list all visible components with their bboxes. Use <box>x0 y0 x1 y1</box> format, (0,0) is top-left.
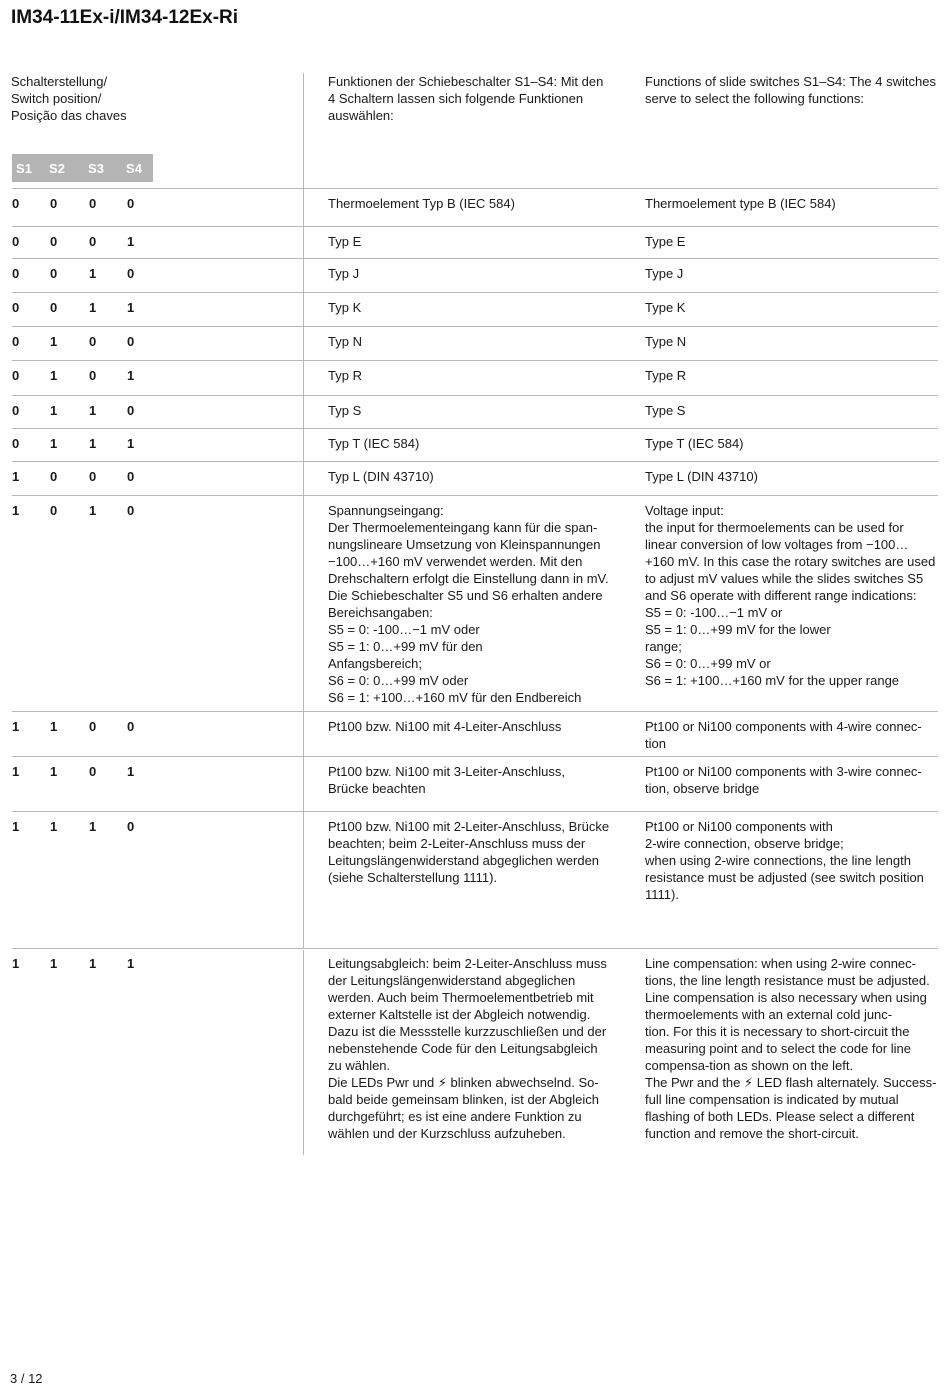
switch-value-s3: 1 <box>89 819 97 834</box>
switch-value-s3: 0 <box>89 368 97 383</box>
switch-value-s2: 1 <box>50 719 58 734</box>
switch-value-s4: 0 <box>127 334 135 349</box>
switch-value-s3: 1 <box>89 503 97 518</box>
function-description-en: Pt100 or Ni100 components with 4-wire connec- tion <box>645 719 922 751</box>
switch-value-s2: 0 <box>50 469 58 484</box>
function-description-en: Type T (IEC 584) <box>645 436 744 451</box>
function-description-en: Line compensation: when using 2-wire connec- tions, the line length resistance must be adjusted. Line compensation is also necessary when using thermoelements with an external cold junc- tion. For this it is necessary to short-circuit the measuring point and to select the code for line compensa-tion as shown on the left. The Pwr and the ⚡ LED flash alternately. Success- full line compensation is indicated by mutual flashing of both LEDs. Please select a different function and remove the short-circuit. <box>645 956 937 1141</box>
switch-value-s2: 1 <box>50 956 58 971</box>
function-description-de: Typ J <box>328 266 360 281</box>
switch-label-s3: S3 <box>88 161 104 176</box>
function-description-de: Typ N <box>328 334 362 349</box>
switch-value-s1: 0 <box>12 266 20 281</box>
switch-code <box>12 367 172 385</box>
switch-value-s2: 0 <box>50 503 58 518</box>
function-description-en: Type R <box>645 368 687 383</box>
function-description-de: Leitungsabgleich: beim 2-Leiter-Anschluss muss der Leitungslängenwiderstand abgeglichen werden. Auch beim Thermoelementbetrieb mit externer Kaltstelle ist der Abgleich notwendig. Dazu ist die Messstelle kurzzuschließen und der nebenstehende Code für den Leitungsabgleich zu wählen. Die LEDs Pwr und ⚡ blinken abwechselnd. So- bald beide gemeinsam blinken, ist der Abgleich durchgeführt; es ist eine andere Funktion zu wählen und der Kurzschluss aufzuheben. <box>328 956 607 1141</box>
switch-value-s4: 1 <box>127 300 135 315</box>
table-row <box>12 258 938 293</box>
switch-label-s4: S4 <box>126 161 142 176</box>
switch-value-s4: 0 <box>127 503 135 518</box>
switch-value-s1: 0 <box>12 368 20 383</box>
header-functions-en: Functions of slide switches S1–S4: The 4 switches serve to select the following functions: <box>645 74 936 106</box>
switch-code <box>12 265 172 283</box>
table-row <box>12 188 938 227</box>
switch-code <box>12 233 172 251</box>
switch-value-s1: 1 <box>12 764 20 779</box>
switch-value-s3: 0 <box>89 469 97 484</box>
switch-value-s4: 0 <box>127 403 135 418</box>
switch-value-s4: 0 <box>127 719 135 734</box>
function-description-de: Typ S <box>328 403 362 418</box>
switch-value-s1: 0 <box>12 300 20 315</box>
switch-value-s2: 1 <box>50 436 58 451</box>
function-description-de: Typ E <box>328 234 362 249</box>
function-description-de: Typ K <box>328 300 362 315</box>
switch-code <box>12 718 172 736</box>
switch-value-s1: 1 <box>12 503 20 518</box>
document-title: IM34-11Ex-i/IM34-12Ex-Ri <box>11 7 239 28</box>
switch-value-s2: 0 <box>50 234 58 249</box>
switch-value-s4: 1 <box>127 436 135 451</box>
function-description-de: Typ L (DIN 43710) <box>328 469 434 484</box>
switch-code <box>12 435 172 453</box>
table-row <box>12 811 938 949</box>
switch-value-s3: 1 <box>89 403 97 418</box>
switch-value-s2: 1 <box>50 819 58 834</box>
switch-value-s1: 1 <box>12 469 20 484</box>
table-row <box>12 292 938 327</box>
table-row <box>12 711 938 757</box>
switch-code <box>12 333 172 351</box>
switch-value-s2: 1 <box>50 368 58 383</box>
switch-value-s3: 0 <box>89 719 97 734</box>
switch-code <box>12 299 172 317</box>
function-description-de: Typ R <box>328 368 362 383</box>
switch-value-s1: 0 <box>12 436 20 451</box>
switch-value-s3: 0 <box>89 196 97 211</box>
switch-header-bar <box>12 154 153 182</box>
switch-code <box>12 763 172 781</box>
function-description-de: Pt100 bzw. Ni100 mit 3-Leiter-Anschluss, Brücke beachten <box>328 764 565 796</box>
switch-value-s4: 0 <box>127 819 135 834</box>
switch-value-s2: 0 <box>50 300 58 315</box>
function-description-de: Pt100 bzw. Ni100 mit 2-Leiter-Anschluss, Brücke beachten; beim 2-Leiter-Anschluss muss der Leitungslängenwiderstand abgeglichen werden (siehe Schalterstellung 1111). <box>328 819 610 885</box>
switch-value-s3: 0 <box>89 234 97 249</box>
function-description-en: Pt100 or Ni100 components with 2-wire connection, observe bridge; when using 2-wire connections, the line length resistance must be adjusted (see switch position 1111). <box>645 819 924 902</box>
switch-value-s4: 0 <box>127 469 135 484</box>
function-description-en: Thermoelement type B (IEC 584) <box>645 196 836 211</box>
table-row <box>12 495 938 712</box>
switch-value-s1: 0 <box>12 334 20 349</box>
table-row <box>12 461 938 496</box>
header-functions-de: Funktionen der Schiebeschalter S1–S4: Mit den 4 Schaltern lassen sich folgende Funktionen auswählen: <box>328 74 604 123</box>
switch-value-s2: 0 <box>50 266 58 281</box>
table-row <box>12 428 938 462</box>
function-description-en: Type K <box>645 300 686 315</box>
table-row <box>12 226 938 259</box>
switch-value-s4: 1 <box>127 764 135 779</box>
function-description-en: Type N <box>645 334 687 349</box>
function-description-en: Type L (DIN 43710) <box>645 469 758 484</box>
switch-value-s1: 1 <box>12 719 20 734</box>
function-description-de: Thermoelement Typ B (IEC 584) <box>328 196 515 211</box>
switch-value-s3: 1 <box>89 956 97 971</box>
switch-code <box>12 818 172 836</box>
switch-value-s3: 1 <box>89 266 97 281</box>
switch-value-s2: 1 <box>50 403 58 418</box>
function-description-de: Spannungseingang: Der Thermoelementeingang kann für die span- nungslineare Umsetzung von Kleinspannungen −100…+160 mV verwendet werden. Mit den Drehschaltern erfolgt die Einstellung dann in mV. Die Schiebeschalter S5 und S6 erhalten andere Bereichsangaben: S5 = 0: -100…−1 mV oder S5 = 1: 0…+99 mV für den Anfangsbereich; S6 = 0: 0…+99 mV oder S6 = 1: +100…+160 mV für den Endbereich <box>328 503 609 705</box>
switch-value-s3: 0 <box>89 334 97 349</box>
function-description-de: Pt100 bzw. Ni100 mit 4-Leiter-Anschluss <box>328 719 562 734</box>
table-row <box>12 395 938 429</box>
switch-code <box>12 195 172 213</box>
function-description-en: Pt100 or Ni100 components with 3-wire connec- tion, observe bridge <box>645 764 922 796</box>
switch-code <box>12 502 172 520</box>
switch-value-s1: 1 <box>12 956 20 971</box>
switch-value-s2: 1 <box>50 764 58 779</box>
switch-code <box>12 402 172 420</box>
function-description-de: Typ T (IEC 584) <box>328 436 420 451</box>
table-row <box>12 948 938 1159</box>
switch-value-s1: 1 <box>12 819 20 834</box>
switch-value-s3: 0 <box>89 764 97 779</box>
switch-value-s4: 0 <box>127 266 135 281</box>
switch-value-s1: 0 <box>12 234 20 249</box>
switch-label-s2: S2 <box>49 161 65 176</box>
header-switch-position: Schalterstellung/ Switch position/ Posição das chaves <box>11 74 127 123</box>
switch-value-s1: 0 <box>12 196 20 211</box>
function-description-en: Type E <box>645 234 686 249</box>
switch-value-s4: 1 <box>127 234 135 249</box>
function-description-en: Type J <box>645 266 684 281</box>
switch-value-s4: 1 <box>127 956 135 971</box>
switch-value-s3: 1 <box>89 300 97 315</box>
page-number: 3 / 12 <box>10 1371 43 1386</box>
switch-code <box>12 955 172 973</box>
function-description-en: Voltage input: the input for thermoelements can be used for linear conversion of low voltages from −100… +160 mV. In this case the rotary switches are used to adjust mV values while the slides switches S5 and S6 operate with different range indications: S5 = 0: -100…−1 mV or S5 = 1: 0…+99 mV for the lower range; S6 = 0: 0…+99 mV or S6 = 1: +100…+160 mV for the upper range <box>645 503 936 688</box>
table-row <box>12 756 938 812</box>
table-row <box>12 360 938 396</box>
switch-value-s3: 1 <box>89 436 97 451</box>
switch-value-s4: 0 <box>127 196 135 211</box>
switch-value-s1: 0 <box>12 403 20 418</box>
switch-value-s4: 1 <box>127 368 135 383</box>
table-row <box>12 326 938 361</box>
switch-code <box>12 468 172 486</box>
switch-value-s2: 1 <box>50 334 58 349</box>
switch-value-s2: 0 <box>50 196 58 211</box>
function-description-en: Type S <box>645 403 686 418</box>
switch-label-s1: S1 <box>16 161 32 176</box>
